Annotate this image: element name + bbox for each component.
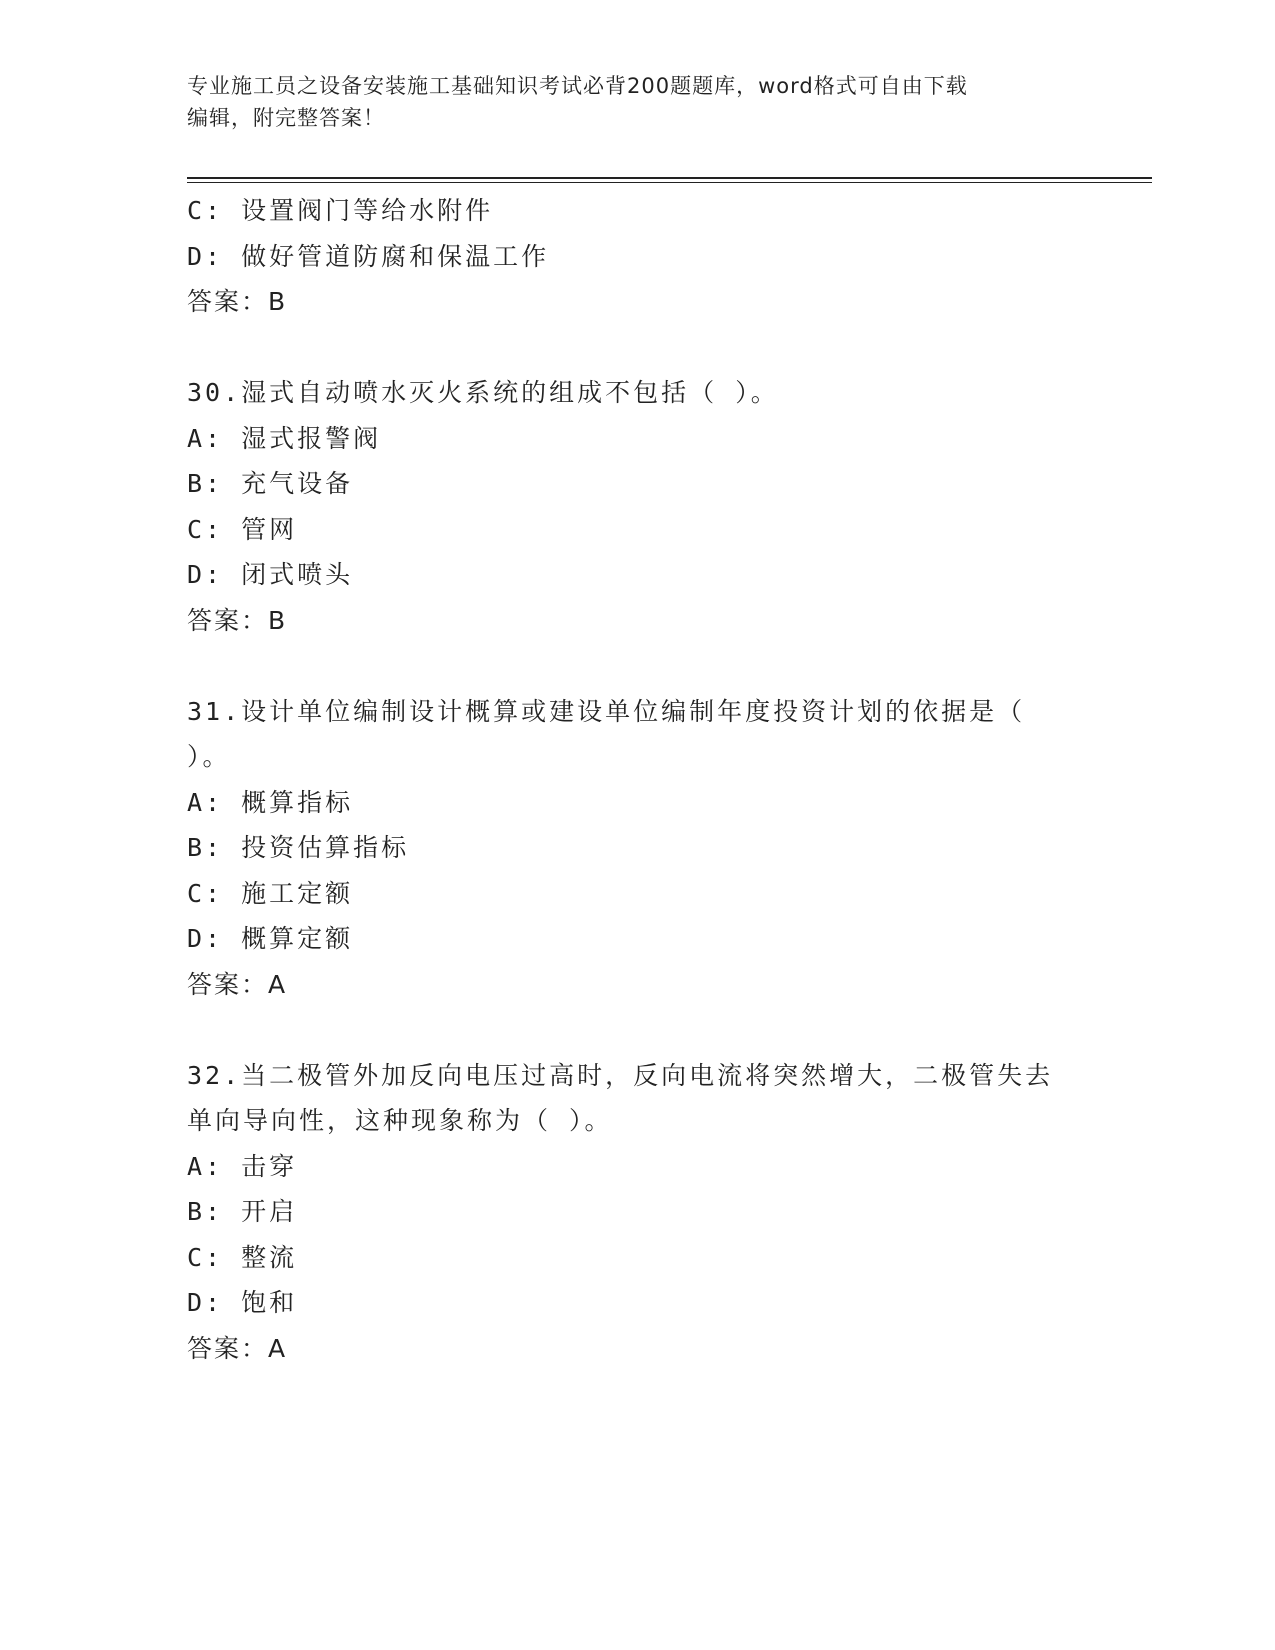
option-d: D: 概算定额 xyxy=(187,924,354,953)
question-stem: 30.湿式自动喷水灭火系统的组成不包括（ ）。 xyxy=(187,378,779,407)
option-c: C: 施工定额 xyxy=(187,878,354,908)
question-stem-line-1: 32.当二极管外加反向电压过高时，反向电流将突然增大，二极管失去 xyxy=(187,1060,1054,1090)
header-title-line-2: 编辑，附完整答案！ xyxy=(187,106,385,130)
question-stem-line-2: ）。 xyxy=(187,742,231,771)
option-d: D: 饱和 xyxy=(187,1288,298,1317)
option-d: D: 闭式喷头 xyxy=(187,560,354,589)
option-c: C: 管网 xyxy=(187,514,298,544)
answer-line: 答案：B xyxy=(187,605,288,635)
header-title-line-1: 专业施工员之设备安装施工基础知识考试必背200题题库，word格式可自由下载 xyxy=(187,74,968,98)
answer-line: 答案：A xyxy=(187,1333,288,1363)
question-stem-line-2: 单向导向性，这种现象称为（ ）。 xyxy=(187,1106,613,1135)
option-a: A: 湿式报警阀 xyxy=(187,423,382,453)
option-c: C: 整流 xyxy=(187,1242,298,1272)
option-d: D: 做好管道防腐和保温工作 xyxy=(187,241,550,271)
question-spacer xyxy=(187,643,1087,689)
option-a: A: 击穿 xyxy=(187,1151,298,1181)
question-block-31 xyxy=(187,689,1087,1008)
question-stem-line-1: 31.设计单位编制设计概算或建设单位编制年度投资计划的依据是（ xyxy=(187,696,1026,726)
question-list xyxy=(187,188,1087,1371)
option-a: A: 概算指标 xyxy=(187,787,354,817)
option-b: B: 充气设备 xyxy=(187,469,354,498)
option-b: B: 投资估算指标 xyxy=(187,833,410,862)
document-header xyxy=(187,70,1087,134)
option-b: B: 开启 xyxy=(187,1197,298,1226)
answer-line: 答案：A xyxy=(187,969,288,999)
question-block-32 xyxy=(187,1053,1087,1372)
question-spacer xyxy=(187,1007,1087,1053)
option-c: C: 设置阀门等给水附件 xyxy=(187,196,494,225)
answer-line: 答案：B xyxy=(187,287,288,316)
question-spacer xyxy=(187,325,1087,371)
question-block-30 xyxy=(187,370,1087,643)
question-block-partial xyxy=(187,188,1087,325)
header-divider-thick xyxy=(187,177,1152,179)
header-divider-thin xyxy=(187,182,1152,183)
